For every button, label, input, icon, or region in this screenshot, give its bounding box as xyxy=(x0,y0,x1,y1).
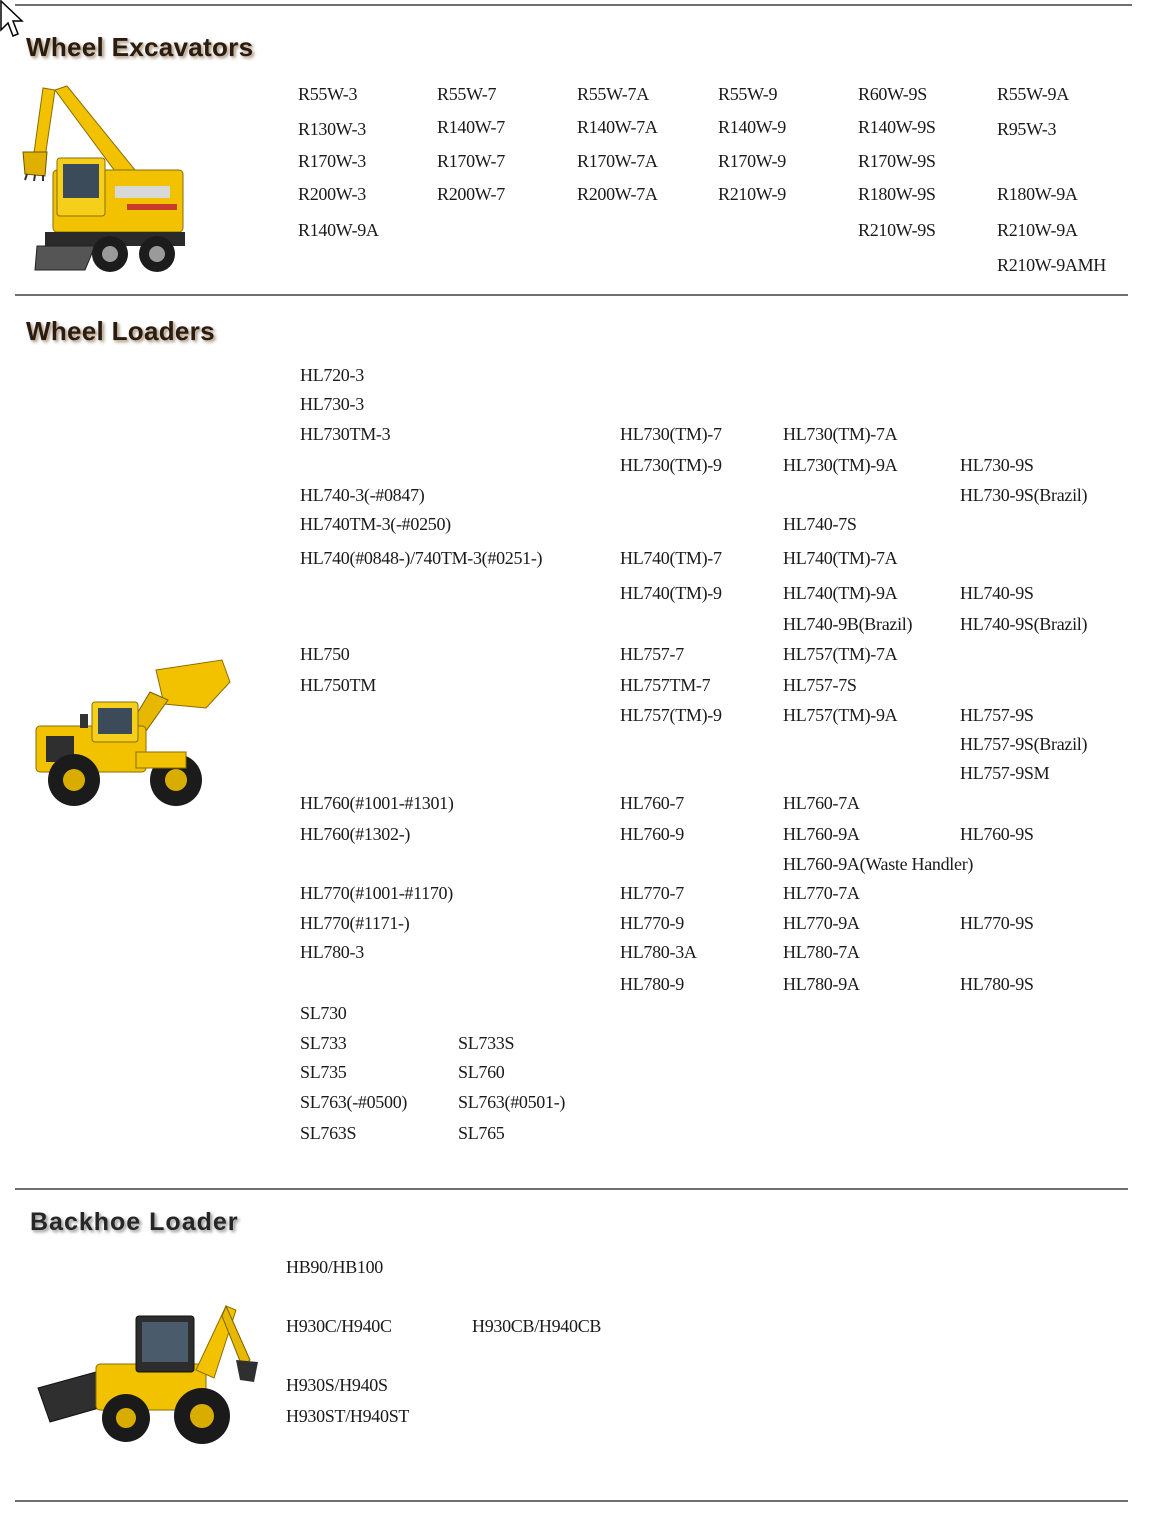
model-link[interactable]: SL763(#0501-) xyxy=(458,1092,566,1112)
model-link[interactable]: HL757-9S(Brazil) xyxy=(960,734,1088,754)
model-link[interactable]: HL757-9S xyxy=(960,705,1034,725)
model-link[interactable]: HL720-3 xyxy=(300,365,364,385)
model-link[interactable]: H930C/H940C xyxy=(286,1316,392,1336)
model-link[interactable]: R210W-9AMH xyxy=(997,255,1106,275)
model-link[interactable]: HL770(#1001-#1170) xyxy=(300,883,453,903)
section-title-backhoe-loader: Backhoe Loader xyxy=(30,1208,239,1236)
model-link[interactable]: HL757(TM)-9 xyxy=(620,705,722,725)
model-link[interactable]: HL757-7 xyxy=(620,644,684,664)
model-link[interactable]: HL780-7A xyxy=(783,942,860,962)
model-link[interactable]: H930S/H940S xyxy=(286,1375,388,1395)
model-link[interactable]: SL765 xyxy=(458,1123,505,1143)
model-link[interactable]: HL760-9A(Waste Handler) xyxy=(783,854,974,874)
model-link[interactable]: HL730-9S(Brazil) xyxy=(960,485,1088,505)
model-link[interactable]: HL780-9S xyxy=(960,974,1034,994)
model-link[interactable]: SL763(-#0500) xyxy=(300,1092,408,1112)
model-link[interactable]: HL740(#0848-)/740TM-3(#0251-) xyxy=(300,548,543,568)
model-link[interactable]: HL757(TM)-7A xyxy=(783,644,898,664)
model-link[interactable]: HL740(TM)-7 xyxy=(620,548,722,568)
model-link[interactable]: R95W-3 xyxy=(997,119,1057,139)
model-link[interactable]: HL757-7S xyxy=(783,675,857,695)
model-link[interactable]: R170W-3 xyxy=(298,151,366,171)
model-link[interactable]: HL740-7S xyxy=(783,514,857,534)
model-link[interactable]: R200W-3 xyxy=(298,184,366,204)
model-link[interactable]: R60W-9S xyxy=(858,84,927,104)
model-link[interactable]: HL770-7 xyxy=(620,883,684,903)
model-link[interactable]: HL730(TM)-9A xyxy=(783,455,898,475)
divider-loaders-backhoe xyxy=(15,1188,1128,1190)
model-link[interactable]: HL780-3 xyxy=(300,942,364,962)
model-link[interactable]: R210W-9A xyxy=(997,220,1078,240)
model-link[interactable]: R140W-9S xyxy=(858,117,936,137)
model-link[interactable]: R170W-9 xyxy=(718,151,786,171)
model-link[interactable]: R170W-7 xyxy=(437,151,505,171)
model-link[interactable]: R210W-9S xyxy=(858,220,936,240)
model-link[interactable]: HL750 xyxy=(300,644,350,664)
model-link[interactable]: R200W-7 xyxy=(437,184,505,204)
model-link[interactable]: R140W-7 xyxy=(437,117,505,137)
model-link[interactable]: HL730(TM)-9 xyxy=(620,455,722,475)
model-link[interactable]: HL760-7 xyxy=(620,793,684,813)
model-link[interactable]: R55W-3 xyxy=(298,84,358,104)
model-link[interactable]: HL760-9S xyxy=(960,824,1034,844)
mouse-pointer-icon xyxy=(0,0,24,40)
model-link[interactable]: R55W-7 xyxy=(437,84,497,104)
model-link[interactable]: R55W-9A xyxy=(997,84,1069,104)
model-link[interactable]: R140W-9 xyxy=(718,117,786,137)
model-link[interactable]: R140W-9A xyxy=(298,220,379,240)
model-link[interactable]: R140W-7A xyxy=(577,117,658,137)
model-link[interactable]: HL740(TM)-7A xyxy=(783,548,898,568)
model-link[interactable]: HB90/HB100 xyxy=(286,1257,384,1277)
backhoe-loader-illustration xyxy=(36,1300,264,1450)
divider-excavators-loaders xyxy=(15,294,1128,296)
model-link[interactable]: SL763S xyxy=(300,1123,357,1143)
model-link[interactable]: R170W-7A xyxy=(577,151,658,171)
model-link[interactable]: HL730(TM)-7A xyxy=(783,424,898,444)
model-link[interactable]: HL757TM-7 xyxy=(620,675,711,695)
bottom-divider xyxy=(15,1500,1128,1502)
model-link[interactable]: HL760(#1001-#1301) xyxy=(300,793,454,813)
model-link[interactable]: HL770-7A xyxy=(783,883,860,903)
model-link[interactable]: HL730-3 xyxy=(300,394,364,414)
section-title-wheel-excavators: Wheel Excavators xyxy=(26,32,254,62)
model-link[interactable]: HL757-9SM xyxy=(960,763,1050,783)
model-link[interactable]: HL740-3(-#0847) xyxy=(300,485,425,505)
model-link[interactable]: HL780-9A xyxy=(783,974,860,994)
model-link[interactable]: R130W-3 xyxy=(298,119,366,139)
model-link[interactable]: HL740TM-3(-#0250) xyxy=(300,514,451,534)
top-divider xyxy=(15,4,1132,6)
model-link[interactable]: HL740(TM)-9 xyxy=(620,583,722,603)
model-link[interactable]: HL770-9 xyxy=(620,913,684,933)
model-link[interactable]: HL770-9S xyxy=(960,913,1034,933)
model-link[interactable]: R180W-9A xyxy=(997,184,1078,204)
model-link[interactable]: R210W-9 xyxy=(718,184,786,204)
model-link[interactable]: HL740(TM)-9A xyxy=(783,583,898,603)
model-link[interactable]: HL730-9S xyxy=(960,455,1034,475)
model-link[interactable]: R55W-9 xyxy=(718,84,778,104)
model-link[interactable]: HL760-7A xyxy=(783,793,860,813)
model-link[interactable]: HL740-9S(Brazil) xyxy=(960,614,1088,634)
wheel-loader-illustration xyxy=(26,656,234,816)
model-link[interactable]: HL740-9B(Brazil) xyxy=(783,614,913,634)
model-link[interactable]: SL760 xyxy=(458,1062,505,1082)
model-link[interactable]: HL760(#1302-) xyxy=(300,824,411,844)
model-link[interactable]: HL780-3A xyxy=(620,942,697,962)
model-link[interactable]: HL740-9S xyxy=(960,583,1034,603)
model-link[interactable]: SL733 xyxy=(300,1033,347,1053)
model-link[interactable]: HL760-9A xyxy=(783,824,860,844)
model-link[interactable]: HL750TM xyxy=(300,675,376,695)
model-link[interactable]: HL770-9A xyxy=(783,913,860,933)
model-link[interactable]: SL735 xyxy=(300,1062,347,1082)
model-link[interactable]: HL730TM-3 xyxy=(300,424,391,444)
model-link[interactable]: HL770(#1171-) xyxy=(300,913,410,933)
model-link[interactable]: H930ST/H940ST xyxy=(286,1406,410,1426)
model-link[interactable]: R180W-9S xyxy=(858,184,936,204)
model-link[interactable]: SL730 xyxy=(300,1003,347,1023)
model-link[interactable]: HL730(TM)-7 xyxy=(620,424,722,444)
model-link[interactable]: SL733S xyxy=(458,1033,515,1053)
model-link[interactable]: HL760-9 xyxy=(620,824,684,844)
wheel-excavator-illustration xyxy=(15,78,190,276)
model-link[interactable]: HL780-9 xyxy=(620,974,684,994)
model-link[interactable]: R170W-9S xyxy=(858,151,936,171)
section-title-wheel-loaders: Wheel Loaders xyxy=(26,316,215,346)
model-link[interactable]: R55W-7A xyxy=(577,84,649,104)
model-link[interactable]: R200W-7A xyxy=(577,184,658,204)
model-link[interactable]: HL757(TM)-9A xyxy=(783,705,898,725)
model-link[interactable]: H930CB/H940CB xyxy=(472,1316,602,1336)
